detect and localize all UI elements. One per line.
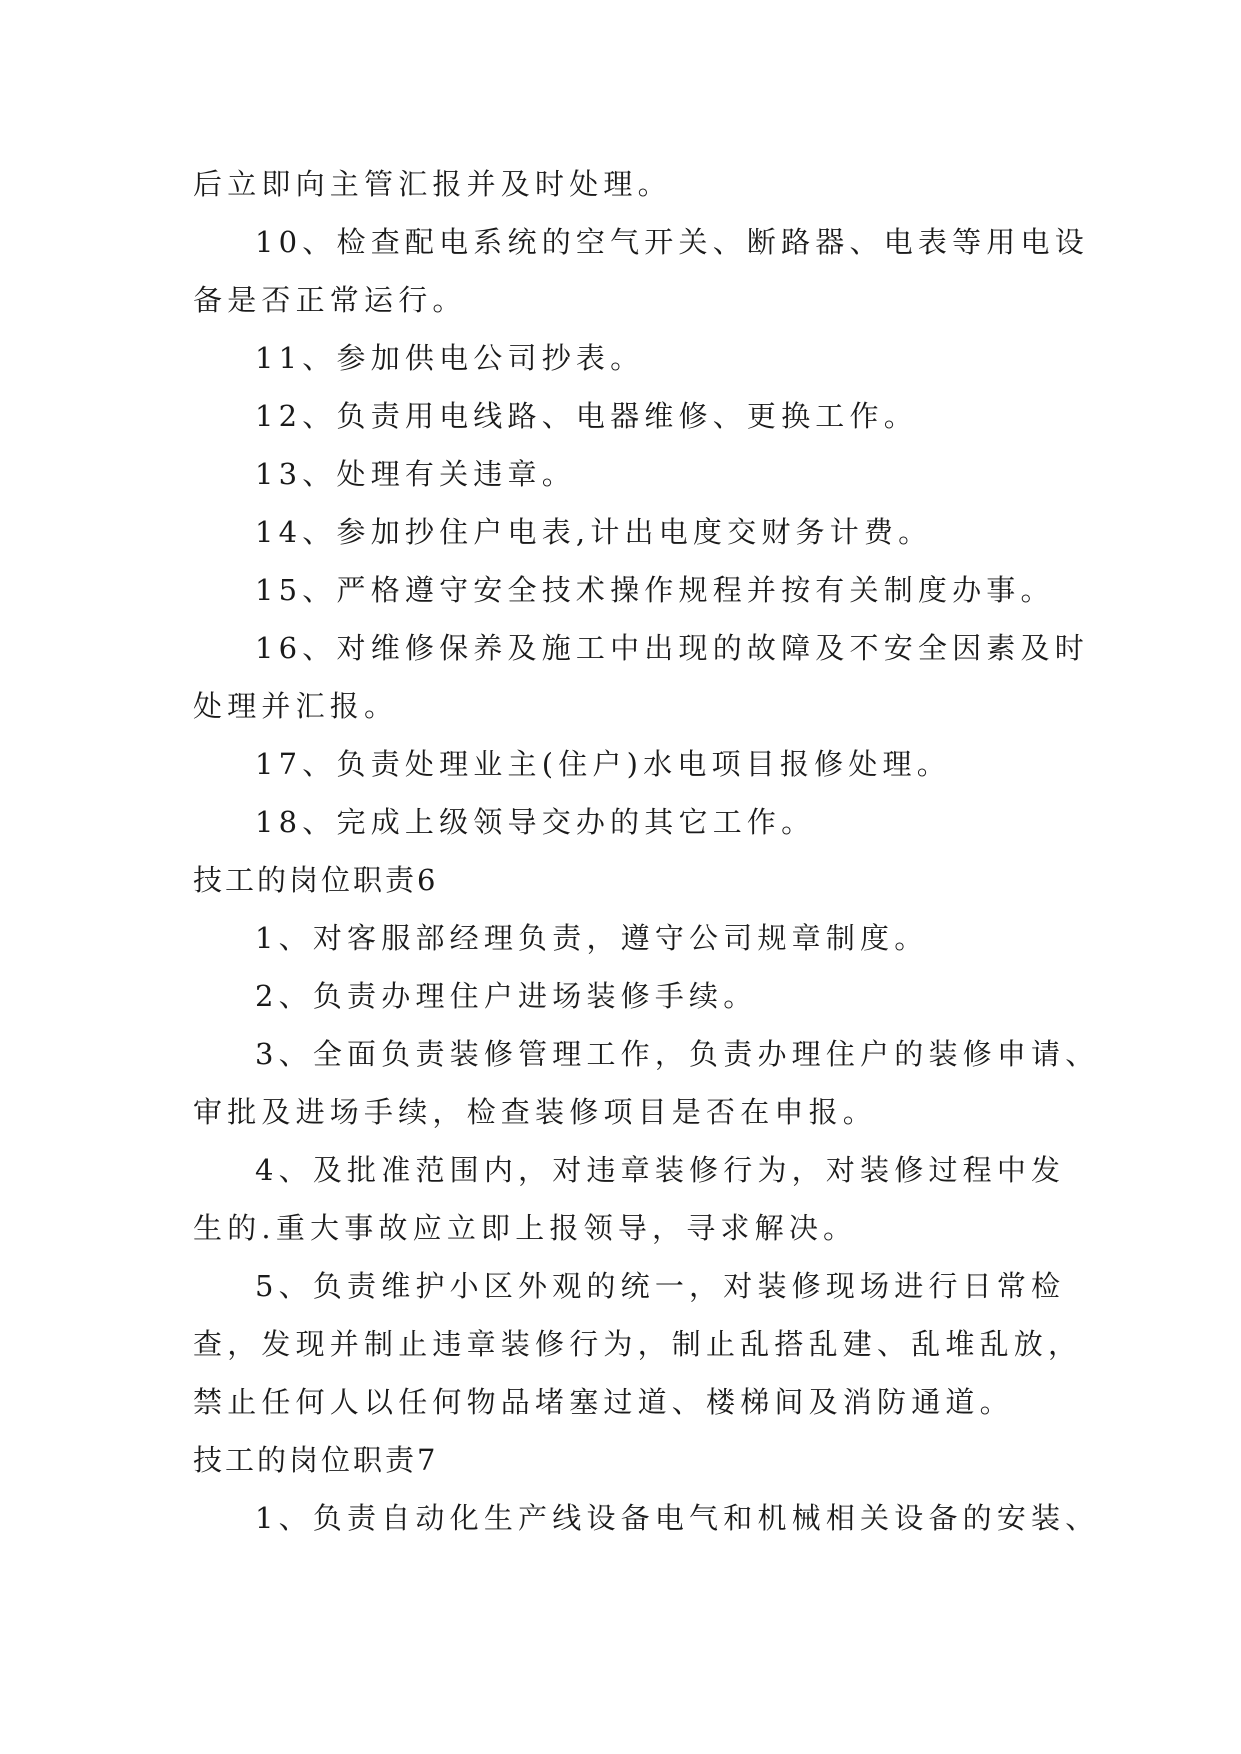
text-line: 10、检查配电系统的空气开关、断路器、电表等用电设 — [255, 225, 1089, 259]
text-line: 2、负责办理住户进场装修手续。 — [255, 979, 758, 1013]
text-line: 备是否正常运行。 — [193, 283, 467, 317]
text-line: 14、参加抄住户电表,计出电度交财务计费。 — [255, 515, 933, 549]
document-body — [193, 155, 1100, 1547]
text-line: 审批及进场手续，检查装修项目是否在申报。 — [193, 1095, 878, 1129]
text-line: 12、负责用电线路、电器维修、更换工作。 — [255, 399, 918, 433]
text-line: 5、负责维护小区外观的统一，对装修现场进行日常检 — [255, 1269, 1066, 1303]
text-line: 15、严格遵守安全技术操作规程并按有关制度办事。 — [255, 573, 1055, 607]
text-line: 11、参加供电公司抄表。 — [255, 341, 645, 375]
text-line: 16、对维修保养及施工中出现的故障及不安全因素及时 — [255, 631, 1089, 665]
text-line: 18、完成上级领导交办的其它工作。 — [255, 805, 816, 839]
text-line: 13、处理有关违章。 — [255, 457, 576, 491]
text-line: 1、负责自动化生产线设备电气和机械相关设备的安装、 — [255, 1501, 1100, 1535]
text-line: 后立即向主管汇报并及时处理。 — [193, 167, 672, 201]
text-line: 17、负责处理业主(住户)水电项目报修处理。 — [255, 747, 951, 781]
section-heading: 技工的岗位职责7 — [193, 1443, 439, 1477]
text-line: 4、及批准范围内，对违章装修行为，对装修过程中发 — [255, 1153, 1066, 1187]
text-line: 处理并汇报。 — [193, 689, 399, 723]
text-line: 查，发现并制止违章装修行为，制止乱搭乱建、乱堆乱放， — [193, 1327, 1083, 1361]
text-line: 3、全面负责装修管理工作，负责办理住户的装修申请、 — [255, 1037, 1100, 1071]
text-line: 1、对客服部经理负责，遵守公司规章制度。 — [255, 921, 929, 955]
text-line: 禁止任何人以任何物品堵塞过道、楼梯间及消防通道。 — [193, 1385, 1014, 1419]
text-line: 生的.重大事故应立即上报领导，寻求解决。 — [193, 1211, 858, 1245]
section-heading: 技工的岗位职责6 — [193, 863, 439, 897]
